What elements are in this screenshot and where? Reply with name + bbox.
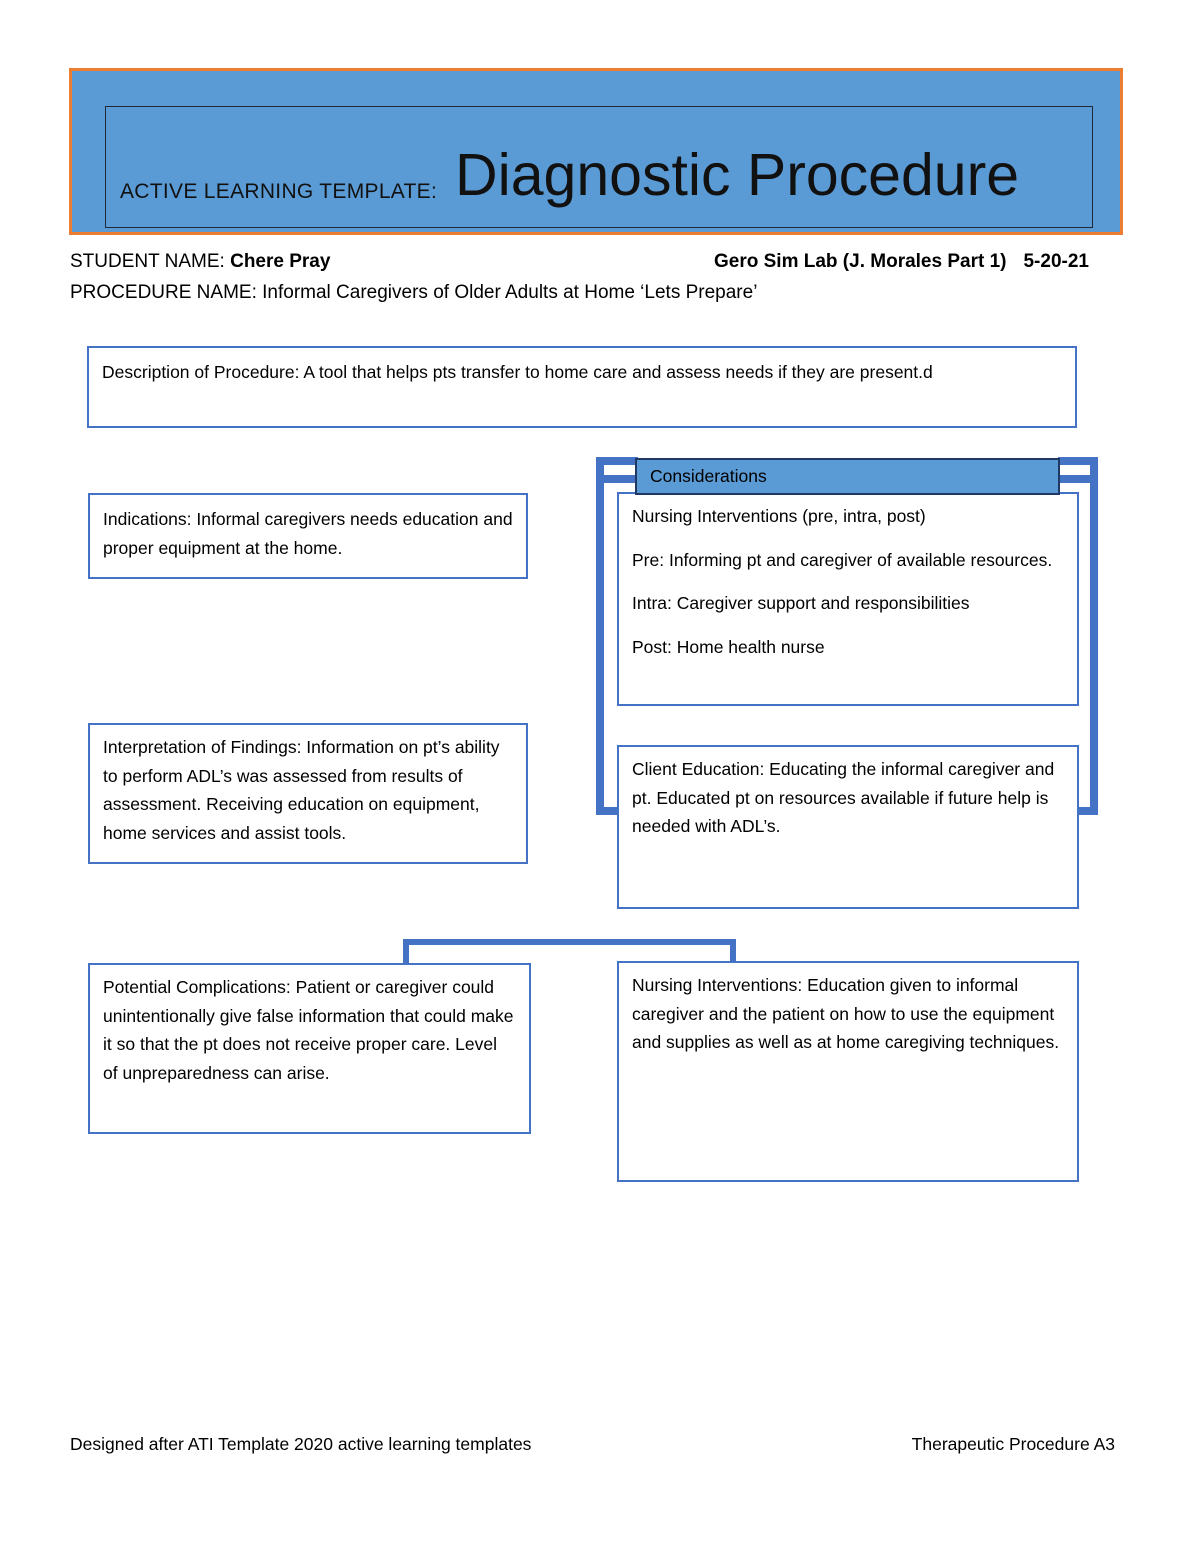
- bottom-connector-left: [403, 939, 409, 965]
- complications-box: [88, 963, 531, 1134]
- considerations-bracket-top-left: [596, 457, 638, 465]
- client-education-box: [617, 745, 1079, 909]
- nursing-interventions-phases-box: [617, 492, 1079, 706]
- considerations-bracket-inner-right: [1060, 475, 1090, 483]
- procedure-name-label: PROCEDURE NAME:: [70, 282, 263, 303]
- complications-text: Potential Complications: Patient or caregiver could unintentionally give false information that could make it so that the pt does not receive proper care. Level of unpreparedness can arise.: [103, 977, 514, 1083]
- considerations-bracket-left: [596, 457, 604, 815]
- description-box: [87, 346, 1077, 428]
- interpretation-text: Interpretation of Findings: Information on pt’s ability to perform ADL’s was assessed from results of assessment. Receiving education on equipment, home services and assist tools.: [103, 737, 500, 843]
- interpretation-box: [88, 723, 528, 864]
- student-name-value: Chere Pray: [230, 251, 331, 272]
- course-line: [714, 251, 1089, 273]
- student-name-line: [70, 251, 330, 273]
- nursing-interventions-box: [617, 961, 1079, 1182]
- nursing-post: Post: Home health nurse: [632, 636, 825, 657]
- indications-text: Indications: Informal caregivers needs education and proper equipment at the home.: [103, 509, 513, 558]
- template-label: ACTIVE LEARNING TEMPLATE:: [120, 180, 438, 203]
- template-title: Diagnostic Procedure: [455, 142, 1020, 208]
- indications-box: [88, 493, 528, 579]
- description-text: Description of Procedure: A tool that helps pts transfer to home care and assess needs if they are present.d: [102, 362, 933, 382]
- footer-left: Designed after ATI Template 2020 active learning templates: [70, 1434, 532, 1454]
- considerations-bracket-top-right: [1058, 457, 1098, 465]
- considerations-bracket-inner-left: [604, 475, 636, 483]
- client-education-text: Client Education: Educating the informal caregiver and pt. Educated pt on resources available if future help is needed with ADL’s.: [632, 759, 1055, 836]
- considerations-bracket-right: [1090, 457, 1098, 815]
- bottom-connector-bar: [403, 939, 736, 945]
- course-name: Gero Sim Lab (J. Morales Part 1): [714, 251, 1007, 272]
- student-name-label: STUDENT NAME:: [70, 251, 231, 272]
- nursing-pre: Pre: Informing pt and caregiver of available resources.: [632, 549, 1053, 570]
- nursing-intra: Intra: Caregiver support and responsibilities: [632, 593, 970, 613]
- considerations-header: Considerations: [635, 458, 1060, 495]
- course-date: 5-20-21: [1023, 251, 1089, 272]
- procedure-name-value: Informal Caregivers of Older Adults at Home ‘Lets Prepare’: [262, 282, 758, 303]
- nursing-interventions-text: Nursing Interventions: Education given to informal caregiver and the patient on how to use the equipment and supplies as well as at home caregiving techniques.: [632, 975, 1060, 1052]
- footer-right: Therapeutic Procedure A3: [911, 1434, 1115, 1454]
- procedure-name-line: [70, 282, 757, 304]
- nursing-phases-title: Nursing Interventions (pre, intra, post): [632, 506, 926, 526]
